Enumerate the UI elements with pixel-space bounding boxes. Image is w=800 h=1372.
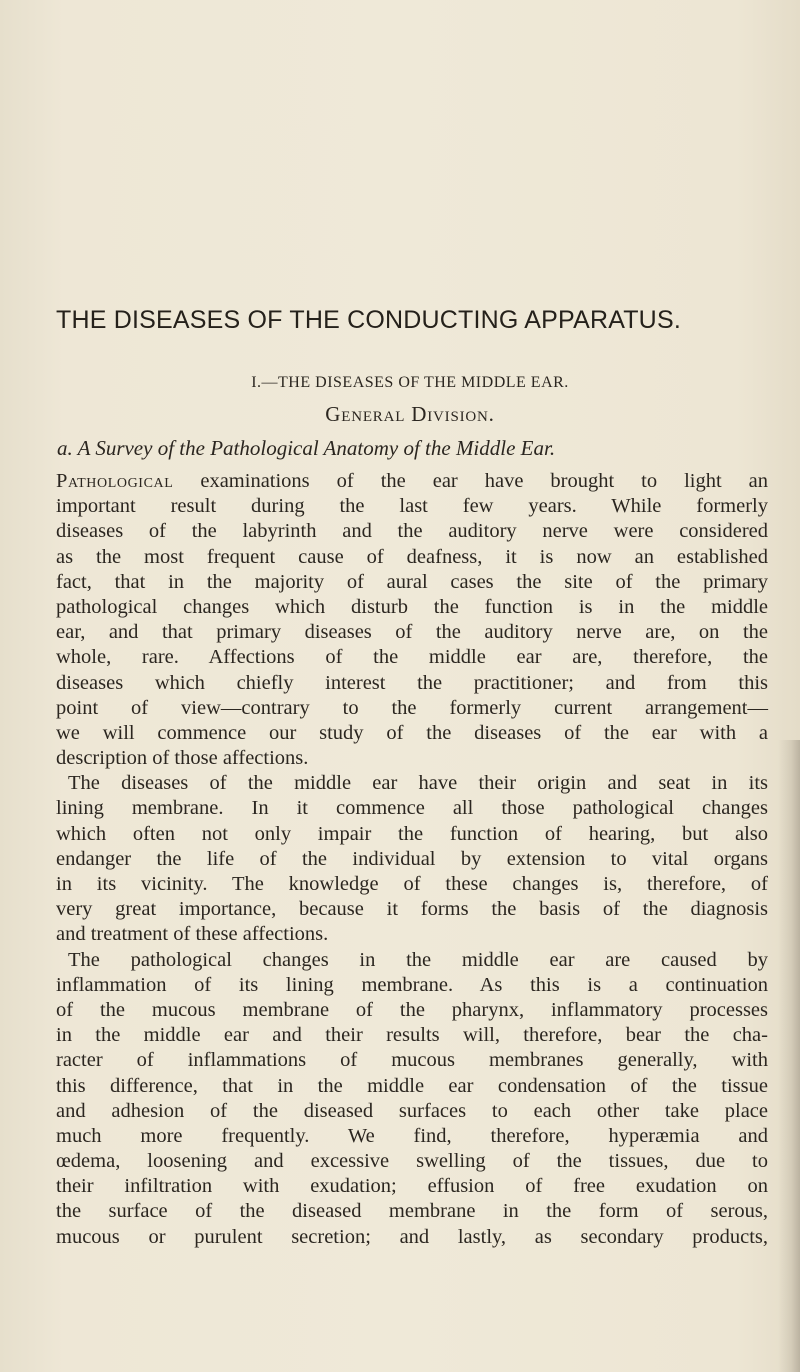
paragraph-3-line: racter of inflammations of mucous membranes generally, with [56,1049,768,1072]
paragraph-3-line: œdema, loosening and excessive swelling of the tissues, due to [56,1150,768,1173]
paragraph-1-line: fact, that in the majority of aural cases the site of the primary [56,570,768,593]
subsection-heading: a. A Survey of the Pathological Anatomy of the Middle Ear. [57,436,556,460]
paragraph-2-line: and treatment of these affections. [56,923,329,946]
paragraph-3-line: this difference, that in the middle ear condensation of the tissue [56,1074,768,1097]
paragraph-2-line: The diseases of the middle ear have their origin and seat in its [68,772,768,795]
paragraph-1-line: we will commence our study of the diseases of the ear with a [56,721,768,744]
paragraph-2-line: very great importance, because it forms the basis of the diagnosis [56,898,768,921]
page-edge-shadow [778,740,800,1372]
paragraph-3-line: inflammation of its lining membrane. As this is a continuation [56,973,768,996]
paragraph-1-line: important result during the last few years. While formerly [56,495,768,518]
paragraph-2-line: which often not only impair the function of hearing, but also [56,822,768,845]
paragraph-1-line: as the most frequent cause of deafness, it is now an established [56,545,768,568]
paragraph-3-line: much more frequently. We find, therefore, hyperæmia and [56,1124,768,1147]
paragraph-2-line: in its vicinity. The knowledge of these changes is, therefore, of [56,873,768,895]
section-heading: I.—THE DISEASES OF THE MIDDLE EAR. [251,374,569,391]
paragraph-1-line: diseases of the labyrinth and the auditory nerve were considered [56,520,768,543]
paragraph-1-line: diseases which chiefly interest the practitioner; and from this [56,671,768,694]
paragraph-1-line: whole, rare. Affections of the middle ear are, therefore, the [56,646,768,669]
paragraph-1-line-1 [56,469,768,494]
paragraph-2-line: endanger the life of the individual by extension to vital organs [56,847,768,870]
division-heading: General Division. [325,402,495,426]
paragraph-3-line: The pathological changes in the middle ear are caused by [68,948,768,971]
paragraph-3-line: of the mucous membrane of the pharynx, inflammatory processes [56,998,768,1021]
paragraph-line-text: examinations of the ear have brought to light an [173,470,768,492]
running-head: THE DISEASES OF THE CONDUCTING APPARATUS. [56,306,681,334]
paragraph-lead-word: Pathological [56,470,174,492]
paragraph-1-line: point of view—contrary to the formerly current arrangement— [56,696,768,719]
paragraph-3-line: their infiltration with exudation; effusion of free exudation on [56,1175,768,1198]
paragraph-1-line: description of those affections. [56,747,309,770]
paragraph-3-line: in the middle ear and their results will, therefore, bear the cha- [56,1024,768,1047]
paragraph-3-line: mucous or purulent secretion; and lastly, as secondary products, [56,1225,768,1248]
paragraph-3-line: the surface of the diseased membrane in the form of serous, [56,1200,768,1223]
paragraph-2-line: lining membrane. In it commence all those pathological changes [56,797,768,820]
paragraph-3-line: and adhesion of the diseased surfaces to each other take place [56,1099,768,1122]
paragraph-1-line: pathological changes which disturb the function is in the middle [56,595,768,618]
paragraph-1-line: ear, and that primary diseases of the auditory nerve are, on the [56,621,768,644]
body-text [56,469,768,1250]
